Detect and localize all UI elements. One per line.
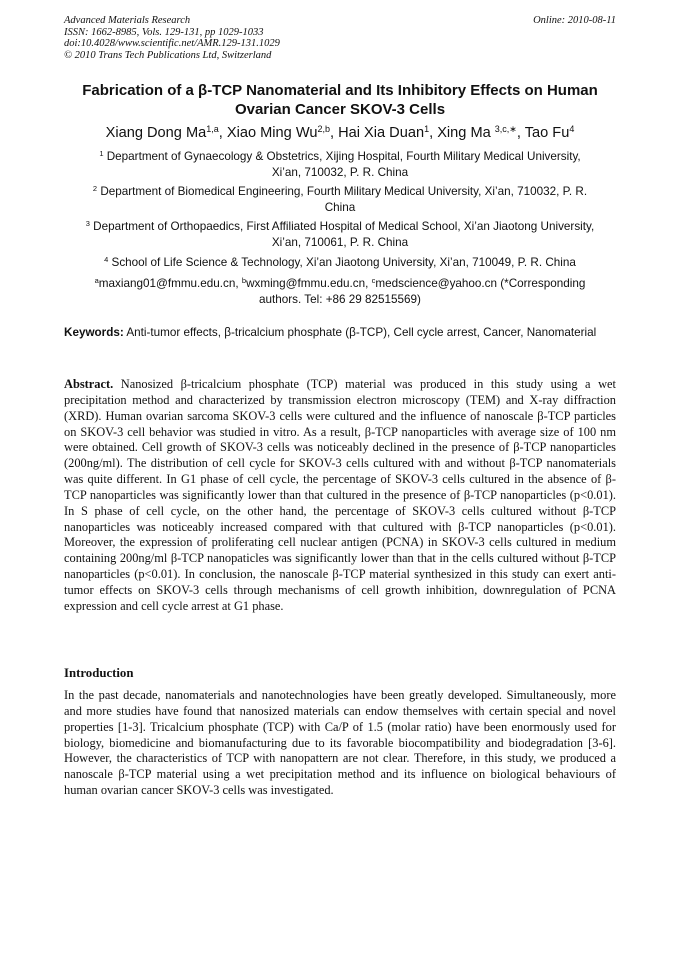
keywords-label: Keywords:: [64, 326, 124, 339]
author-name: Xing Ma: [437, 125, 495, 141]
affiliation-line: Xi’an, 710061, P. R. China: [271, 235, 409, 249]
keywords-text: Anti-tumor effects, β-tricalcium phosphate (β-TCP), Cell cycle arrest, Cancer, Nanomaterial: [123, 326, 597, 339]
email-block: [64, 276, 616, 307]
affiliation-num: 2: [92, 184, 98, 193]
affiliation-1: [64, 149, 616, 180]
affiliation-line: Department of Orthopaedics, First Affiliated Hospital of Medical School, Xi’an Jiaotong University,: [93, 220, 595, 233]
author-name: Hai Xia Duan: [338, 125, 425, 141]
issn-line: ISSN: 1662-8985, Vols. 129-131, pp 1029-1033: [64, 26, 264, 38]
author-sup: 1: [424, 124, 430, 134]
abstract: [64, 377, 616, 615]
affiliation-2: [64, 184, 616, 215]
doi-line: doi:10.4028/www.scientific.net/AMR.129-131.1029: [64, 38, 280, 49]
affiliation-3: [64, 219, 616, 250]
author-list: [64, 124, 616, 142]
affiliation-4: [64, 255, 616, 271]
author-sep: ,: [429, 125, 438, 141]
email-c[interactable]: medscience@yahoo.cn (*Corresponding: [375, 277, 586, 290]
abstract-label: Abstract.: [64, 377, 114, 391]
affiliation-line: School of Life Science & Technology, Xi’an Jiaotong University, Xi’an, 710049, P. R. China: [111, 256, 576, 269]
email-sup: c: [371, 276, 376, 285]
paper-title: [64, 82, 616, 119]
corresponding-tel: authors. Tel: +86 29 82515569): [259, 292, 421, 306]
author-name: Xiang Dong Ma: [105, 125, 207, 141]
author-name: Xiao Ming Wu: [226, 125, 318, 141]
online-date: Online: 2010-08-11: [533, 15, 616, 26]
affiliation-num: 4: [104, 255, 109, 264]
author-sep: ,: [218, 125, 227, 141]
copyright-line: © 2010 Trans Tech Publications Ltd, Switzerland: [64, 49, 272, 61]
introduction-text: In the past decade, nanomaterials and nanotechnologies have been greatly developed. Simultaneously, more and more studies have found that nanosized materials can endow themselves with certain special and novel properties [1-3]. Tricalcium phosphate (TCP) with Ca/P of 1.5 (molar ratio) have been enormously used for biology, biomedicine and biomanufacturing due to its favorable biocompatibility and biodegradation [3-6]. However, the characteristics of TCP with nanopattern are not clear. Therefore, in this study, we produced a nanoscale β-TCP material using a wet precipitation method and its influence on biological behaviours of human ovarian cancer SKOV-3 cells was investigated.: [64, 688, 616, 798]
affiliation-num: 1: [99, 149, 104, 158]
keywords: [64, 325, 616, 341]
affiliation-line: Department of Gynaecology & Obstetrics, Xijing Hospital, Fourth Military Medical University,: [106, 150, 581, 163]
email-sup: a: [94, 276, 99, 285]
affiliation-line: Xi’an, 710032, P. R. China: [271, 165, 409, 179]
affiliation-num: 3: [85, 219, 90, 228]
author-sup: 2,b: [317, 124, 330, 134]
email-a[interactable]: maxiang01@fmmu.edu.cn,: [98, 277, 242, 290]
affiliation-line: China: [324, 200, 356, 214]
title-line-2: Ovarian Cancer SKOV-3 Cells: [234, 100, 446, 118]
email-sup: b: [241, 276, 247, 285]
author-sep: ,: [516, 125, 525, 141]
author-sup: 3,c,∗: [494, 124, 517, 134]
email-b[interactable]: wxming@fmmu.edu.cn,: [246, 277, 372, 290]
journal-header: [64, 15, 616, 61]
journal-name: Advanced Materials Research: [64, 15, 191, 26]
affiliation-line: Department of Biomedical Engineering, Fourth Military Medical University, Xi’an, 710032, P. R.: [100, 185, 588, 198]
author-sup: 1,a: [206, 124, 219, 134]
abstract-text: Nanosized β-tricalcium phosphate (TCP) material was produced in this study using a wet precipitation method and characterized by transmission electron microscopy (TEM) and X-ray diffraction (XRD). Human ovarian sarcoma SKOV-3 cells were cultured and the influence of nanoscale β-TCP particles on SKOV-3 cell behavior was studied in vitro. As a result, β-TCP nanoparticles with average size of 100 nm were obtained. Cell growth of SKOV-3 cells was noticeably declined in the presence of β-TCP nanoparticles (200ng/ml). The distribution of cell cycle for SKOV-3 cells cultured with and without β-TCP nanomaterials was quite different. In G1 phase of cell cycle, the percentage of SKOV-3 cells cultured in the absence of β-TCP nanoparticles was significantly lower than that cultured in the presence of β-TCP nanoparticles (p<0.01). In S phase of cell cycle, on the other hand, the percentage of SKOV-3 cells cultured without β-TCP nanoparticles was noticeably increased compared with that cultured with β-TCP nanoparticles (p<0.01). Moreover, the expression of proliferating cell nuclear antigen (PCNA) in SKOV-3 cells cultured in medium containing 200ng/ml β-TCP nanopaticles was significantly lower than that in the cells cultured without β-TCP nanoparticles (p<0.01). In conclusion, the nanoscale β-TCP material synthesized in this study can exert anti-tumor effects on SKOV-3 cells through mechanisms of cell growth inhibition, downregulation of PCNA expression and cell cycle arrest at G1 phase.: [64, 377, 616, 613]
author-name: Tao Fu: [524, 125, 570, 141]
author-sup: 4: [569, 124, 575, 134]
title-line-1: Fabrication of a β-TCP Nanomaterial and Its Inhibitory Effects on Human: [82, 82, 598, 99]
section-heading-introduction: Introduction: [64, 666, 134, 680]
author-sep: ,: [329, 125, 339, 141]
